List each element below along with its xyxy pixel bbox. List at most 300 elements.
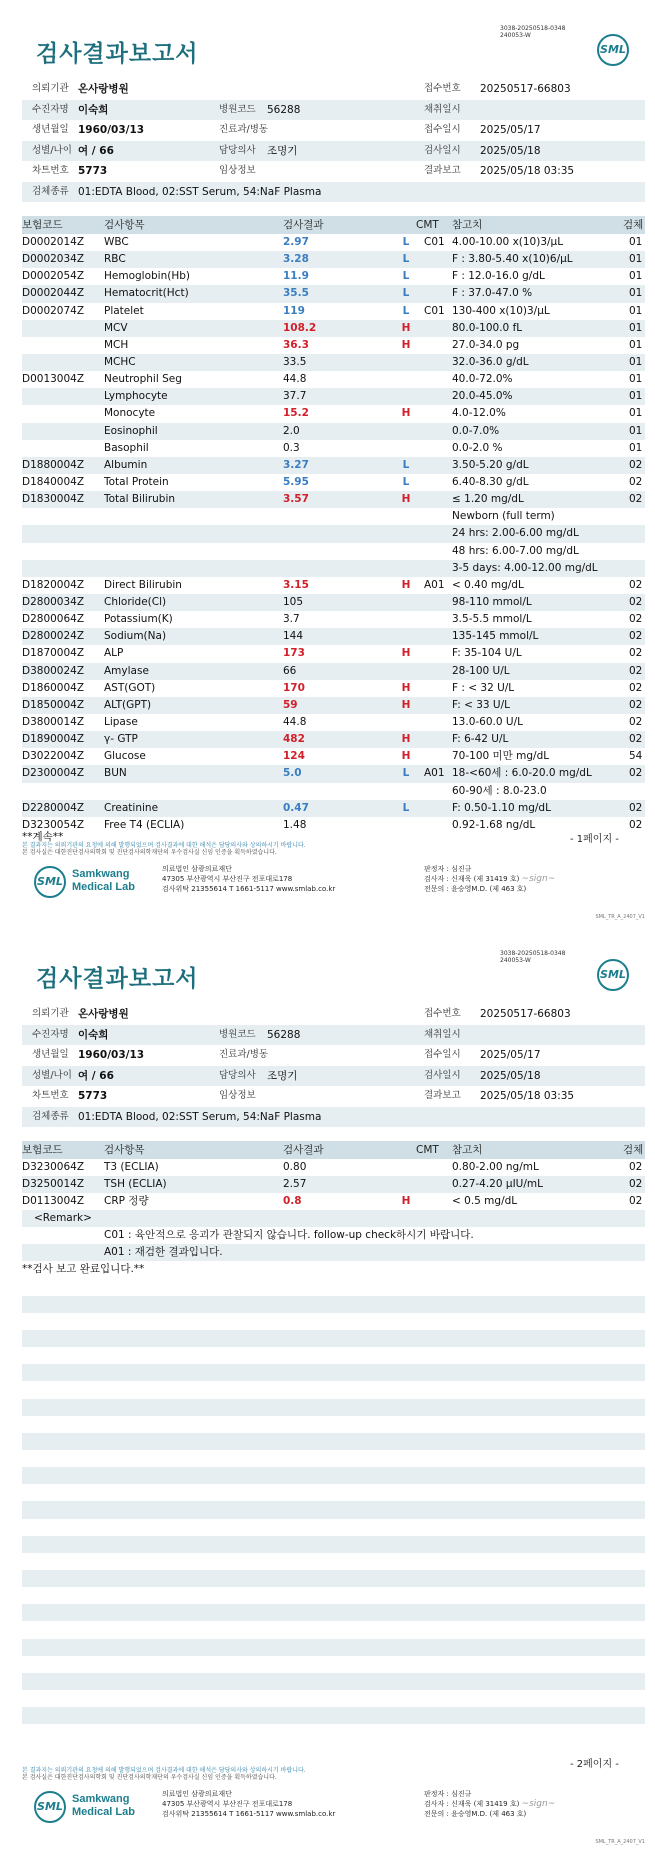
- contact-line: 검사위탁 21355614 T 1661-5117 www.smlab.co.kr: [162, 885, 336, 893]
- sml-logo: SML: [597, 959, 629, 991]
- table-row: [22, 457, 645, 474]
- page-footer: [22, 1787, 645, 1847]
- reference-range: F: 0.50-1.10 mg/dL: [452, 801, 551, 814]
- table-row: [22, 731, 645, 748]
- reference-range: F : 37.0-47.0 %: [452, 287, 533, 300]
- table-row: [22, 388, 645, 405]
- empty-row: [22, 1519, 645, 1536]
- page-number: - 1페이지 -: [570, 834, 619, 845]
- comment-code: C01: [424, 304, 445, 317]
- reference-range: 4.00-10.00 x(10)3/μL: [452, 236, 564, 248]
- report-date-label: 결과보고: [424, 1090, 461, 1101]
- test-name: WBC: [104, 236, 129, 248]
- test-code: D2800064Z: [22, 613, 85, 626]
- reference-range: < 0.5 mg/dL: [452, 1195, 518, 1208]
- test-result: 44.8: [283, 715, 307, 728]
- test-name: Sodium(Na): [104, 630, 167, 643]
- test-date-value: 2025/05/18: [480, 1069, 541, 1082]
- info-row: [22, 100, 645, 121]
- brand-line: Medical Lab: [72, 881, 135, 893]
- signer-text: 검사자 : 신재욱 (제 31419 호): [424, 875, 520, 883]
- signer-line: 판정자 : 심진규: [424, 865, 472, 873]
- table-row: [22, 645, 645, 662]
- test-date-label: 검사일시: [424, 1069, 461, 1081]
- test-name: Chloride(Cl): [104, 595, 167, 608]
- sml-logo: SML: [597, 34, 629, 66]
- test-code: D0002054Z: [22, 270, 85, 283]
- table-row: [22, 611, 645, 628]
- header-spec: 검체: [623, 219, 644, 231]
- specimen-code: 02: [629, 715, 643, 728]
- test-name: Hematocrit(Hct): [104, 287, 189, 300]
- test-result: 0.3: [283, 441, 300, 454]
- doctor-value: 조명기: [267, 1069, 298, 1082]
- header-code: 보험코드: [22, 1144, 63, 1156]
- test-result: 5.95: [283, 475, 309, 488]
- specimen-code: 01: [629, 355, 643, 368]
- footnotes: [22, 1767, 306, 1781]
- empty-row: [22, 1484, 645, 1501]
- info-row: [22, 1107, 645, 1128]
- sex-age-value: 여 / 66: [78, 1069, 114, 1082]
- table-row: [22, 800, 645, 817]
- result-flag: L: [402, 801, 410, 814]
- receipt-date-value: 2025/05/17: [480, 124, 541, 136]
- reference-range: 135-145 mmol/L: [452, 630, 539, 643]
- test-code: D1840004Z: [22, 475, 85, 488]
- table-row: [22, 268, 645, 285]
- test-name: BUN: [104, 767, 127, 780]
- specimen-code: 02: [629, 493, 643, 506]
- reference-range: F: < 33 U/L: [452, 698, 511, 711]
- specimen-code: 02: [629, 801, 643, 814]
- test-code: D1820004Z: [22, 578, 85, 591]
- empty-row: [22, 1570, 645, 1587]
- document-code-line: 3038-20250518-0348: [500, 25, 566, 32]
- table-row: [22, 337, 645, 354]
- name-value: 이숙희: [78, 1028, 109, 1041]
- specimen-value: 01:EDTA Blood, 02:SST Serum, 54:NaF Plasma: [78, 1110, 322, 1123]
- empty-row: [22, 1313, 645, 1330]
- institution-label: 의뢰기관: [32, 1008, 69, 1019]
- info-row: [22, 79, 645, 100]
- test-name: MCV: [104, 321, 128, 334]
- sex-age-value: 여 / 66: [78, 144, 114, 157]
- table-row: [22, 371, 645, 388]
- remark-title: <Remark>: [22, 1210, 645, 1227]
- result-flag: L: [402, 458, 410, 471]
- header-cmt: CMT: [416, 1144, 439, 1156]
- hospital-code-value: 56288: [267, 1028, 301, 1041]
- table-row: [22, 285, 645, 302]
- reference-range: 0.0-7.0%: [452, 424, 500, 437]
- test-name: MCHC: [104, 355, 136, 368]
- result-flag: H: [401, 698, 411, 711]
- specimen-code: 01: [629, 236, 643, 248]
- test-result: 1.48: [283, 818, 307, 831]
- specimen-code: 02: [629, 681, 643, 694]
- table-row: [22, 474, 645, 491]
- specimen-code: 02: [629, 1195, 643, 1208]
- org-name: 의료법인 삼광의료재단: [162, 1790, 232, 1798]
- reference-range: 40.0-72.0%: [452, 373, 513, 386]
- dept-label: 진료과/병동: [219, 124, 269, 135]
- test-name: MCH: [104, 338, 129, 351]
- footnote-line: 본 검사실은 대한진단검사의학회 및 진단검사의학재단의 우수검사실 신임 인증을 획득하였습니다.: [22, 849, 277, 856]
- test-result: 2.0: [283, 424, 300, 437]
- table-row: [22, 491, 645, 508]
- reference-range: F : < 32 U/L: [452, 681, 515, 694]
- specimen-code: 01: [629, 287, 643, 300]
- header-name: 검사항목: [104, 1144, 145, 1156]
- chart-no-label: 차트번호: [32, 165, 69, 176]
- empty-row: [22, 1450, 645, 1467]
- result-flag: L: [402, 304, 410, 317]
- table-row: [22, 1159, 645, 1176]
- reference-range: ≤ 1.20 mg/dL: [452, 493, 524, 506]
- test-result: 3.28: [283, 253, 309, 266]
- institution-value: 온사랑병원: [78, 83, 129, 95]
- test-result: 173: [283, 647, 305, 660]
- reference-range: 28-100 U/L: [452, 664, 510, 677]
- patient-info-block: [22, 79, 645, 202]
- doctor-value: 조명기: [267, 144, 298, 157]
- result-flag: H: [401, 1195, 411, 1208]
- test-name: Creatinine: [104, 801, 159, 814]
- empty-row: [22, 1690, 645, 1707]
- empty-row: [22, 1724, 645, 1741]
- test-result: 44.8: [283, 373, 307, 386]
- test-name: Basophil: [104, 441, 149, 454]
- test-code: D3800014Z: [22, 715, 85, 728]
- empty-row: [22, 1587, 645, 1604]
- test-name: Eosinophil: [104, 424, 158, 437]
- test-result: 105: [283, 595, 304, 608]
- empty-row: [22, 1604, 645, 1621]
- test-result: 3.57: [283, 493, 309, 506]
- receipt-no-value: 20250517-66803: [480, 83, 571, 95]
- reference-range: 3.5-5.5 mmol/L: [452, 613, 532, 626]
- test-code: D1860004Z: [22, 681, 85, 694]
- footer-brand: [72, 1793, 135, 1819]
- reference-range: 27.0-34.0 pg: [452, 338, 520, 351]
- empty-row: [22, 1553, 645, 1570]
- specimen-code: 01: [629, 270, 643, 283]
- header-result: 검사결과: [283, 219, 324, 231]
- result-flag: H: [401, 493, 411, 506]
- test-result: 3.7: [283, 613, 300, 626]
- report-date-label: 결과보고: [424, 165, 461, 176]
- empty-row: [22, 1536, 645, 1553]
- reference-range: F: 6-42 U/L: [452, 733, 509, 746]
- test-result: 2.97: [283, 236, 309, 248]
- table-row: [22, 1176, 645, 1193]
- footer-signatures: [424, 1789, 555, 1819]
- table-row: [22, 663, 645, 680]
- empty-rows: [22, 1279, 645, 1742]
- empty-row: [22, 1433, 645, 1450]
- report-date-value: 2025/05/18 03:35: [480, 165, 575, 177]
- test-name: Potassium(K): [104, 613, 173, 626]
- specimen-code: 01: [629, 441, 643, 454]
- birth-label: 생년월일: [32, 1049, 69, 1060]
- form-code: SML_TR_A_2407_V1: [595, 914, 645, 920]
- specimen-code: 01: [629, 373, 643, 386]
- birth-value: 1960/03/13: [78, 124, 145, 136]
- test-code: D0113004Z: [22, 1195, 85, 1208]
- header-code: 보험코드: [22, 219, 63, 231]
- test-result: 482: [283, 733, 305, 746]
- result-flag: L: [402, 270, 410, 283]
- test-name: Glucose: [104, 750, 146, 763]
- hospital-code-label: 병원코드: [219, 103, 256, 115]
- birth-value: 1960/03/13: [78, 1049, 145, 1061]
- info-row: [22, 182, 645, 203]
- page-footer: [22, 862, 645, 922]
- test-code: D1830004Z: [22, 493, 85, 506]
- signer-text: 검사자 : 신재욱 (제 31419 호): [424, 1800, 520, 1808]
- table-row: [22, 765, 645, 782]
- reference-range: 0.92-1.68 ng/dL: [452, 818, 536, 831]
- institution-value: 온사랑병원: [78, 1008, 129, 1020]
- info-row: [22, 120, 645, 141]
- test-name: ALT(GPT): [104, 698, 152, 711]
- table-row: [22, 543, 645, 560]
- clinical-label: 임상정보: [219, 165, 256, 176]
- test-name: Lipase: [104, 715, 138, 728]
- continue-marker: **계속**: [22, 831, 64, 843]
- info-row: [22, 1086, 645, 1107]
- empty-row: [22, 1399, 645, 1416]
- table-row: [22, 1193, 645, 1210]
- test-code: D3230054Z: [22, 818, 85, 831]
- result-table-page-2: [22, 1141, 645, 1210]
- specimen-code: 02: [629, 733, 643, 746]
- test-result: 144: [283, 630, 304, 643]
- signer-line: 전문의 : 윤승영M.D. (제 463 호): [424, 885, 527, 893]
- comment-code: A01: [424, 578, 445, 591]
- test-result: 35.5: [283, 287, 309, 300]
- empty-row: [22, 1673, 645, 1690]
- test-name: Total Protein: [104, 475, 169, 488]
- report-title: 검사결과보고서: [36, 41, 199, 67]
- result-flag: L: [402, 767, 410, 780]
- org-name: 의료법인 삼광의료재단: [162, 865, 232, 873]
- reference-range: 13.0-60.0 U/L: [452, 715, 523, 728]
- reference-range: 3.50-5.20 g/dL: [452, 458, 529, 471]
- result-flag: H: [401, 647, 411, 660]
- birth-label: 생년월일: [32, 124, 69, 135]
- test-result: 0.47: [283, 801, 309, 814]
- footer-logo: SML: [34, 866, 66, 898]
- reference-range: 4.0-12.0%: [452, 407, 506, 420]
- reference-range: 3-5 days: 4.00-12.00 mg/dL: [452, 561, 598, 574]
- test-name: ALP: [104, 647, 124, 660]
- specimen-code: 01: [629, 253, 643, 266]
- empty-row: [22, 1279, 645, 1296]
- test-code: D1870004Z: [22, 647, 85, 660]
- table-row: [22, 405, 645, 422]
- test-date-value: 2025/05/18: [480, 144, 541, 157]
- reference-range: 0.27-4.20 μIU/mL: [452, 1178, 543, 1191]
- test-code: D2280004Z: [22, 801, 85, 814]
- specimen-code: 01: [629, 390, 643, 403]
- reference-range: F : 3.80-5.40 x(10)6/μL: [452, 253, 573, 266]
- receipt-no-label: 접수번호: [424, 1008, 461, 1019]
- test-code: D1890004Z: [22, 733, 85, 746]
- specimen-code: 01: [629, 321, 643, 334]
- footnotes: [22, 842, 306, 856]
- result-flag: H: [401, 733, 411, 746]
- table-row: [22, 508, 645, 525]
- reference-range: 20.0-45.0%: [452, 390, 513, 403]
- empty-row: [22, 1467, 645, 1484]
- test-name: T3 (ECLIA): [104, 1161, 159, 1173]
- result-flag: H: [401, 338, 411, 351]
- institution-label: 의뢰기관: [32, 83, 69, 94]
- footer-address: [162, 864, 335, 894]
- specimen-code: 01: [629, 304, 643, 317]
- receipt-no-value: 20250517-66803: [480, 1008, 571, 1020]
- header-spec: 검체: [623, 1144, 644, 1156]
- test-result: 11.9: [283, 270, 309, 283]
- reference-range: 130-400 x(10)3/μL: [452, 304, 550, 317]
- test-name: TSH (ECLIA): [104, 1178, 167, 1191]
- doctor-label: 담당의사: [219, 1069, 256, 1081]
- reference-range: 70-100 미만 mg/dL: [452, 750, 550, 763]
- footer-signatures: [424, 864, 555, 894]
- table-row: [22, 560, 645, 577]
- footer-brand: [72, 868, 135, 894]
- empty-row: [22, 1364, 645, 1381]
- table-row: [22, 697, 645, 714]
- receipt-date-value: 2025/05/17: [480, 1049, 541, 1061]
- table-row: [22, 577, 645, 594]
- patient-info-block: [22, 1004, 645, 1127]
- table-row: [22, 354, 645, 371]
- test-name: Direct Bilirubin: [104, 578, 182, 591]
- table-row: [22, 594, 645, 611]
- reference-range: 60-90세 : 8.0-23.0: [452, 784, 547, 797]
- empty-row: [22, 1347, 645, 1364]
- test-name: Amylase: [104, 664, 149, 677]
- empty-row: [22, 1296, 645, 1313]
- result-flag: H: [401, 578, 411, 591]
- info-row: [22, 141, 645, 162]
- table-header: [22, 216, 645, 234]
- clinical-label: 임상정보: [219, 1090, 256, 1101]
- test-result: 108.2: [283, 321, 317, 334]
- specimen-code: 02: [629, 595, 643, 608]
- test-code: D1880004Z: [22, 458, 85, 471]
- table-row: [22, 714, 645, 731]
- reference-range: 24 hrs: 2.00-6.00 mg/dL: [452, 527, 579, 540]
- specimen-code: 01: [629, 338, 643, 351]
- collect-date-label: 채취일시: [424, 103, 461, 115]
- result-flag: L: [402, 253, 410, 266]
- reference-range: 32.0-36.0 g/dL: [452, 355, 529, 368]
- chart-no-value: 5773: [78, 1090, 108, 1102]
- signer-line: [424, 1799, 555, 1809]
- table-row: [22, 748, 645, 765]
- document-code: [500, 950, 565, 964]
- info-row: [22, 161, 645, 182]
- test-result: 170: [283, 681, 305, 694]
- header-ref: 참고치: [452, 219, 483, 231]
- test-code: D1850004Z: [22, 698, 85, 711]
- contact-line: 검사위탁 21355614 T 1661-5117 www.smlab.co.kr: [162, 1810, 336, 1818]
- reference-range: 98-110 mmol/L: [452, 595, 532, 608]
- reference-range: Newborn (full term): [452, 510, 555, 523]
- name-label: 수진자명: [32, 103, 69, 115]
- specimen-code: 01: [629, 407, 643, 420]
- test-result: 124: [283, 750, 305, 763]
- test-name: RBC: [104, 253, 126, 266]
- receipt-no-label: 접수번호: [424, 83, 461, 94]
- remark-c01: C01 : 육안적으로 응괴가 관찰되지 않습니다. follow-up check하시기 바랍니다.: [104, 1229, 474, 1242]
- table-row: [22, 303, 645, 320]
- brand-line: Samkwang: [72, 1793, 130, 1805]
- specimen-code: 02: [629, 818, 643, 831]
- reference-range: < 0.40 mg/dL: [452, 578, 524, 591]
- result-flag: L: [402, 236, 410, 248]
- address-line: 47305 부산광역시 부산진구 전포대로178: [162, 875, 293, 883]
- test-name: Platelet: [104, 304, 144, 317]
- receipt-date-label: 접수일시: [424, 1049, 461, 1060]
- header-name: 검사항목: [104, 219, 145, 231]
- table-row: [22, 817, 645, 834]
- test-code: D3022004Z: [22, 750, 85, 763]
- hospital-code-label: 병원코드: [219, 1028, 256, 1040]
- reference-range: F : 12.0-16.0 g/dL: [452, 270, 545, 283]
- report-title: 검사결과보고서: [36, 966, 199, 992]
- signer-line: 판정자 : 심진규: [424, 1790, 472, 1798]
- document-code-line: 240053-W: [500, 32, 531, 39]
- empty-row: [22, 1639, 645, 1656]
- specimen-code: 02: [629, 767, 643, 780]
- test-result: 0.8: [283, 1195, 302, 1208]
- test-result: 59: [283, 698, 298, 711]
- name-value: 이숙희: [78, 103, 109, 116]
- test-code: D0002014Z: [22, 236, 85, 248]
- test-code: D0013004Z: [22, 373, 85, 386]
- test-name: Monocyte: [104, 407, 156, 420]
- footer-logo: SML: [34, 1791, 66, 1823]
- empty-row: [22, 1656, 645, 1673]
- test-result: 3.27: [283, 458, 309, 471]
- empty-row: [22, 1501, 645, 1518]
- reference-range: F: 35-104 U/L: [452, 647, 522, 660]
- specimen-value: 01:EDTA Blood, 02:SST Serum, 54:NaF Plasma: [78, 185, 322, 198]
- receipt-date-label: 접수일시: [424, 124, 461, 135]
- result-flag: H: [401, 750, 411, 763]
- empty-row: [22, 1330, 645, 1347]
- table-row: [22, 234, 645, 251]
- test-name: Total Bilirubin: [104, 493, 176, 506]
- table-row: [22, 320, 645, 337]
- result-flag: H: [401, 681, 411, 694]
- test-code: D3230064Z: [22, 1161, 85, 1173]
- test-result: 5.0: [283, 767, 302, 780]
- test-code: D0002044Z: [22, 287, 85, 300]
- specimen-code: 02: [629, 578, 643, 591]
- document-code-line: 3038-20250518-0348: [500, 950, 566, 957]
- hospital-code-value: 56288: [267, 103, 301, 116]
- specimen-code: 02: [629, 630, 643, 643]
- sex-age-label: 성별/나이: [32, 144, 72, 156]
- test-result: 15.2: [283, 407, 309, 420]
- test-result: 36.3: [283, 338, 309, 351]
